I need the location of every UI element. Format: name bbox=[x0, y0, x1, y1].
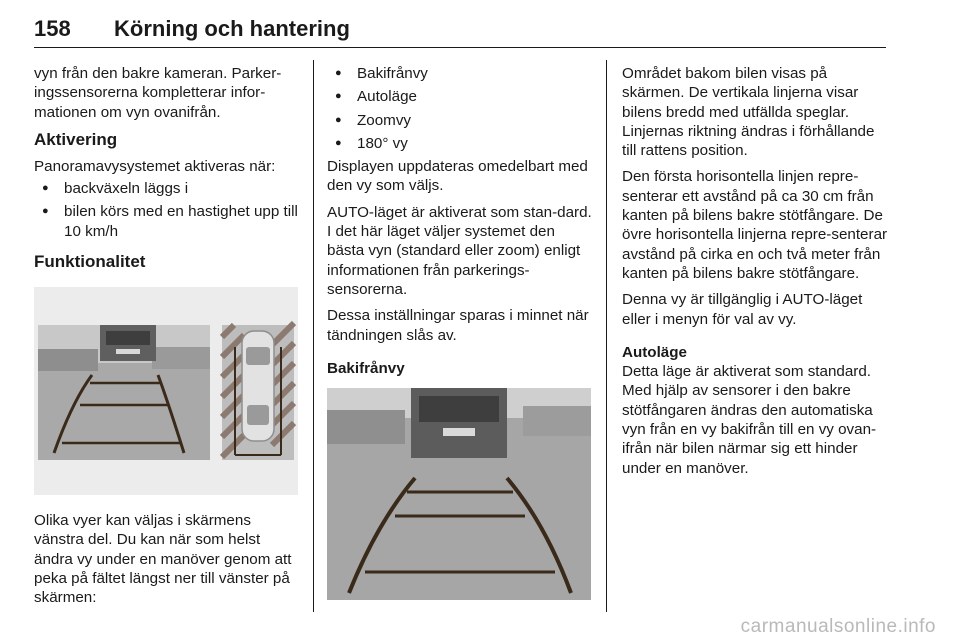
funktionalitet-heading: Funktionalitet bbox=[34, 252, 146, 272]
list-item: ● 180° vy bbox=[327, 134, 595, 153]
column-divider-left bbox=[313, 60, 314, 612]
rear-view-graphic bbox=[327, 388, 591, 600]
list-item: ● Bakifrånvy bbox=[327, 64, 595, 83]
aktivering-text: Panoramavysystemet aktiveras när: bbox=[34, 157, 276, 175]
page-number: 158 bbox=[34, 16, 71, 41]
auto-mode-paragraph: AUTO-läget är aktiverat som stan-dard. I det här läget väljer systemet den bästa vyn (standard eller zoom) enligt informationen från parkerings-sensorerna. bbox=[327, 203, 592, 298]
list-item: ● Zoomvy bbox=[327, 111, 595, 130]
column-middle bbox=[327, 64, 595, 600]
display-update-paragraph: Displayen uppdateras omedelbart med den vy som väljs. bbox=[327, 158, 588, 195]
autolage-paragraph: Detta läge är aktiverat som standard. Med hjälp av sensorer i den bakre stötfångaren ändras den automatiska vyn från en vy bakifrån till en vy ovan-ifrån när bilen närmar sig ett hinder under en manöver. bbox=[622, 363, 877, 477]
column-right bbox=[622, 64, 888, 485]
list-item: ● bilen körs med en hastighet upp till 10 km/h bbox=[34, 202, 302, 241]
horizontal-lines-paragraph: Den första horisontella linjen repre-senterar ett avstånd på ca 30 cm från kanten på bilens bakre stötfångare. De övre horisontella linjerna repre-senterar avstånd på cirka en och två meter från kanten på bilens bakre stötfångare. bbox=[622, 168, 888, 282]
aktivering-heading: Aktivering bbox=[34, 129, 118, 149]
availability-paragraph: Denna vy är tillgänglig i AUTO-läget eller i menyn för val av vy. bbox=[622, 291, 863, 328]
list-item: ● Autoläge bbox=[327, 87, 595, 106]
panorama-display-image bbox=[34, 287, 298, 495]
autolage-heading: Autoläge bbox=[622, 343, 687, 361]
intro-paragraph: vyn från den bakre kameran. Parker-ingssensorerna kompletterar infor-mationen om vyn ovanifrån. bbox=[34, 65, 282, 121]
list-item: ● backväxeln läggs i bbox=[34, 179, 302, 198]
watermark: carmanualsonline.info bbox=[740, 616, 936, 637]
header-rule bbox=[34, 47, 886, 48]
column-divider-right bbox=[606, 60, 607, 612]
area-shown-paragraph: Området bakom bilen visas på skärmen. De vertikala linjerna visar bilens bredd med utfällda speglar. Linjernas riktning ändras i förhållande till rattens position. bbox=[622, 65, 875, 160]
rear-view-image bbox=[327, 388, 591, 600]
aktivering-list bbox=[34, 179, 302, 241]
chapter-title: Körning och hantering bbox=[114, 16, 350, 41]
settings-paragraph: Dessa inställningar sparas i minnet när tändningen slås av. bbox=[327, 307, 589, 344]
column-left bbox=[34, 64, 302, 615]
page-header bbox=[34, 16, 886, 50]
panorama-display-graphic bbox=[34, 287, 298, 495]
figure-description: Olika vyer kan väljas i skärmens vänstra del. Du kan när som helst ändra vy under en manöver genom att peka på fältet längst ner till vänster på skärmen: bbox=[34, 512, 292, 607]
view-list bbox=[327, 64, 595, 153]
bakifranvy-heading: Bakifrånvy bbox=[327, 359, 405, 377]
